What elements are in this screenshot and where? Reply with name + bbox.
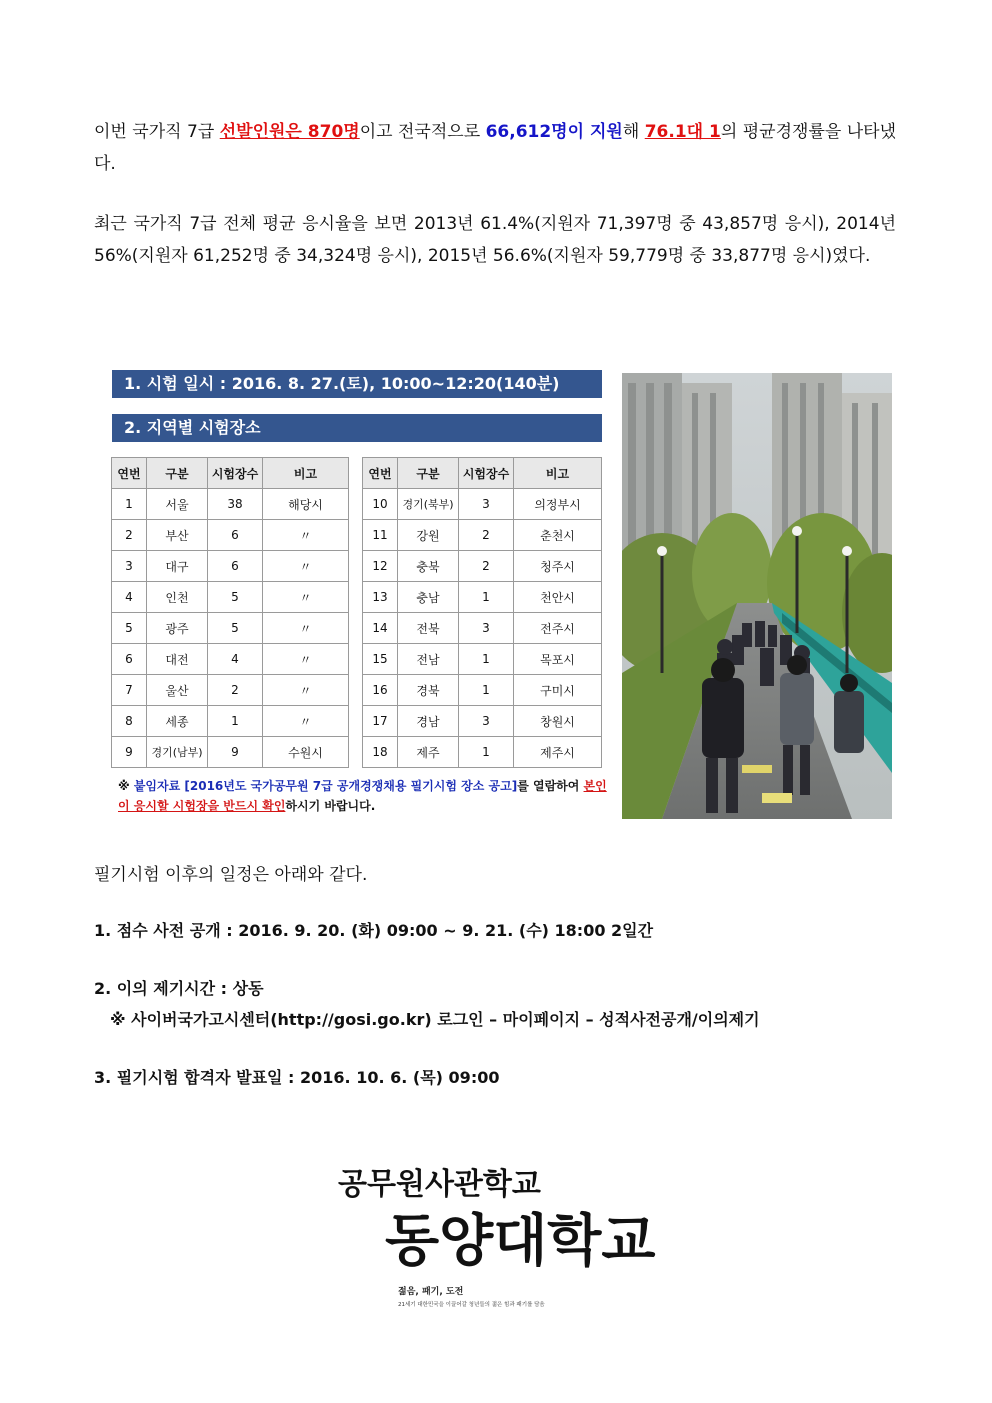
logo-slogan: 젊음, 패기, 도전	[398, 1287, 464, 1297]
table-row	[112, 613, 349, 644]
cell: 구미시	[514, 675, 602, 706]
cell: 의정부시	[514, 489, 602, 520]
cell: 충남	[398, 582, 459, 613]
exam-date-bar: 1. 시험 일시 : 2016. 8. 27.(토), 10:00~12:20(140분)	[112, 370, 602, 398]
schedule-item-2: 2. 이의 제기시간 : 상동	[94, 979, 264, 998]
venue-table-right	[362, 457, 602, 768]
cell: 전주시	[514, 613, 602, 644]
table-row	[363, 737, 602, 768]
header-count: 시험장수	[208, 458, 263, 489]
table-row	[363, 675, 602, 706]
table-row	[112, 706, 349, 737]
intro-text: 이번 국가직 7급	[94, 122, 220, 142]
cell: 경북	[398, 675, 459, 706]
cell: 6	[208, 520, 263, 551]
cell: 14	[363, 613, 398, 644]
cell: 수원시	[263, 737, 349, 768]
table-row	[112, 644, 349, 675]
cell: 1	[208, 706, 263, 737]
cell: 춘천시	[514, 520, 602, 551]
cell: 11	[363, 520, 398, 551]
cell: 〃	[263, 675, 349, 706]
table-row	[112, 737, 349, 768]
cell: 울산	[147, 675, 208, 706]
cell: 인천	[147, 582, 208, 613]
cell: 목포시	[514, 644, 602, 675]
cell: 서울	[147, 489, 208, 520]
cell: 3	[459, 613, 514, 644]
cell: 1	[459, 582, 514, 613]
cell: 강원	[398, 520, 459, 551]
intro-paragraph	[94, 116, 896, 180]
cell: 10	[363, 489, 398, 520]
cell: 해당시	[263, 489, 349, 520]
cell: 6	[208, 551, 263, 582]
calligraphy-logo-icon	[330, 1160, 660, 1320]
cell: 세종	[147, 706, 208, 737]
cell: 광주	[147, 613, 208, 644]
notice-text: 하시기 바랍니다.	[285, 799, 376, 813]
cell: 2	[459, 551, 514, 582]
cell: 충북	[398, 551, 459, 582]
notice-attachment: 붙임자료 [2016년도 국가공무원 7급 공개경쟁채용 필기시험 장소 공고]	[133, 779, 518, 793]
cell: 1	[459, 675, 514, 706]
header-count: 시험장수	[459, 458, 514, 489]
cell: 3	[112, 551, 147, 582]
cell: 38	[208, 489, 263, 520]
schedule-intro: 필기시험 이후의 일정은 아래와 같다.	[94, 865, 368, 885]
cell: 〃	[263, 706, 349, 737]
header-note: 비고	[263, 458, 349, 489]
cell: 〃	[263, 613, 349, 644]
cell: 〃	[263, 520, 349, 551]
cell: 경기(북부)	[398, 489, 459, 520]
table-row	[112, 520, 349, 551]
table-row	[112, 551, 349, 582]
cell: 7	[112, 675, 147, 706]
cell: 전남	[398, 644, 459, 675]
table-row	[363, 582, 602, 613]
cell: 16	[363, 675, 398, 706]
header-no: 연번	[112, 458, 147, 489]
notice-emphasis: 본인이 응시할 시험장을 반드시 확인	[118, 779, 607, 813]
cell: 경남	[398, 706, 459, 737]
venue-title-bar: 2. 지역별 시험장소	[112, 414, 602, 442]
cell: 천안시	[514, 582, 602, 613]
table-row	[112, 675, 349, 706]
selection-count: 선발인원은 870명	[219, 122, 360, 142]
intro-text: 해	[622, 122, 645, 142]
cell: 8	[112, 706, 147, 737]
notice-text: 를 열람하여	[517, 779, 584, 793]
applicant-count: 66,612명이 지원	[485, 122, 623, 142]
table-row	[363, 706, 602, 737]
cell: 2	[459, 520, 514, 551]
logo-tagline: 21세기 대한민국을 이끌어갈 청년들의 젊은 힘과 패기를 담음	[398, 1302, 545, 1308]
venue-notice	[118, 776, 608, 816]
logo-line2: 동양대학교	[385, 1208, 656, 1274]
cell: 1	[459, 737, 514, 768]
cell: 5	[112, 613, 147, 644]
cell: 경기(남부)	[147, 737, 208, 768]
cell: 1	[112, 489, 147, 520]
schedule-item-1: 1. 점수 사전 공개 : 2016. 9. 20. (화) 09:00 ~ 9. 21. (수) 18:00 2일간	[94, 921, 654, 940]
university-logo	[330, 1160, 660, 1320]
cell: 청주시	[514, 551, 602, 582]
cell: 9	[112, 737, 147, 768]
cell: 5	[208, 582, 263, 613]
venue-table-left	[111, 457, 349, 768]
cell: 대전	[147, 644, 208, 675]
table-row	[363, 489, 602, 520]
cell: 부산	[147, 520, 208, 551]
cell: 2	[208, 675, 263, 706]
stats-paragraph: 최근 국가직 7급 전체 평균 응시율을 보면 2013년 61.4%(지원자 71,397명 중 43,857명 응시), 2014년 56%(지원자 61,252명 중 34,324명 응시), 2015년 56.6%(지원자 59,779명 중 33,877명 응시)였다.	[94, 214, 896, 266]
cell: 1	[459, 644, 514, 675]
cell: 6	[112, 644, 147, 675]
header-note: 비고	[514, 458, 602, 489]
header-region: 구분	[147, 458, 208, 489]
cell: 〃	[263, 644, 349, 675]
cell: 12	[363, 551, 398, 582]
competition-rate: 76.1대 1	[644, 122, 721, 142]
header-no: 연번	[363, 458, 398, 489]
cell: 9	[208, 737, 263, 768]
cell: 대구	[147, 551, 208, 582]
cell: 〃	[263, 551, 349, 582]
table-row	[363, 520, 602, 551]
cell: 5	[208, 613, 263, 644]
photo-illustration	[622, 373, 892, 819]
notice-mark: ※	[118, 779, 134, 793]
cell: 18	[363, 737, 398, 768]
header-region: 구분	[398, 458, 459, 489]
students-walking-photo	[622, 373, 892, 819]
cell: 전북	[398, 613, 459, 644]
cell: 4	[112, 582, 147, 613]
table-row	[363, 613, 602, 644]
exam-info-graphic	[100, 364, 608, 822]
intro-text: 이고 전국적으로	[359, 122, 486, 142]
table-row	[363, 644, 602, 675]
cell: 2	[112, 520, 147, 551]
cell: 3	[459, 489, 514, 520]
cell: 제주	[398, 737, 459, 768]
cell: 창원시	[514, 706, 602, 737]
intro-text: 의 평균경쟁률을 나타냈다.	[94, 122, 897, 174]
cell: 제주시	[514, 737, 602, 768]
schedule-item-3: 3. 필기시험 합격자 발표일 : 2016. 10. 6. (목) 09:00	[94, 1068, 500, 1087]
cell: 〃	[263, 582, 349, 613]
cell: 15	[363, 644, 398, 675]
cell: 4	[208, 644, 263, 675]
table-row	[112, 489, 349, 520]
table-row	[363, 551, 602, 582]
schedule-item-2-note: ※ 사이버국가고시센터(http://gosi.go.kr) 로그인 – 마이페이지 – 성적사전공개/이의제기	[110, 1010, 760, 1029]
logo-line1: 공무원사관학교	[338, 1167, 541, 1202]
cell: 13	[363, 582, 398, 613]
cell: 17	[363, 706, 398, 737]
table-row	[112, 582, 349, 613]
cell: 3	[459, 706, 514, 737]
